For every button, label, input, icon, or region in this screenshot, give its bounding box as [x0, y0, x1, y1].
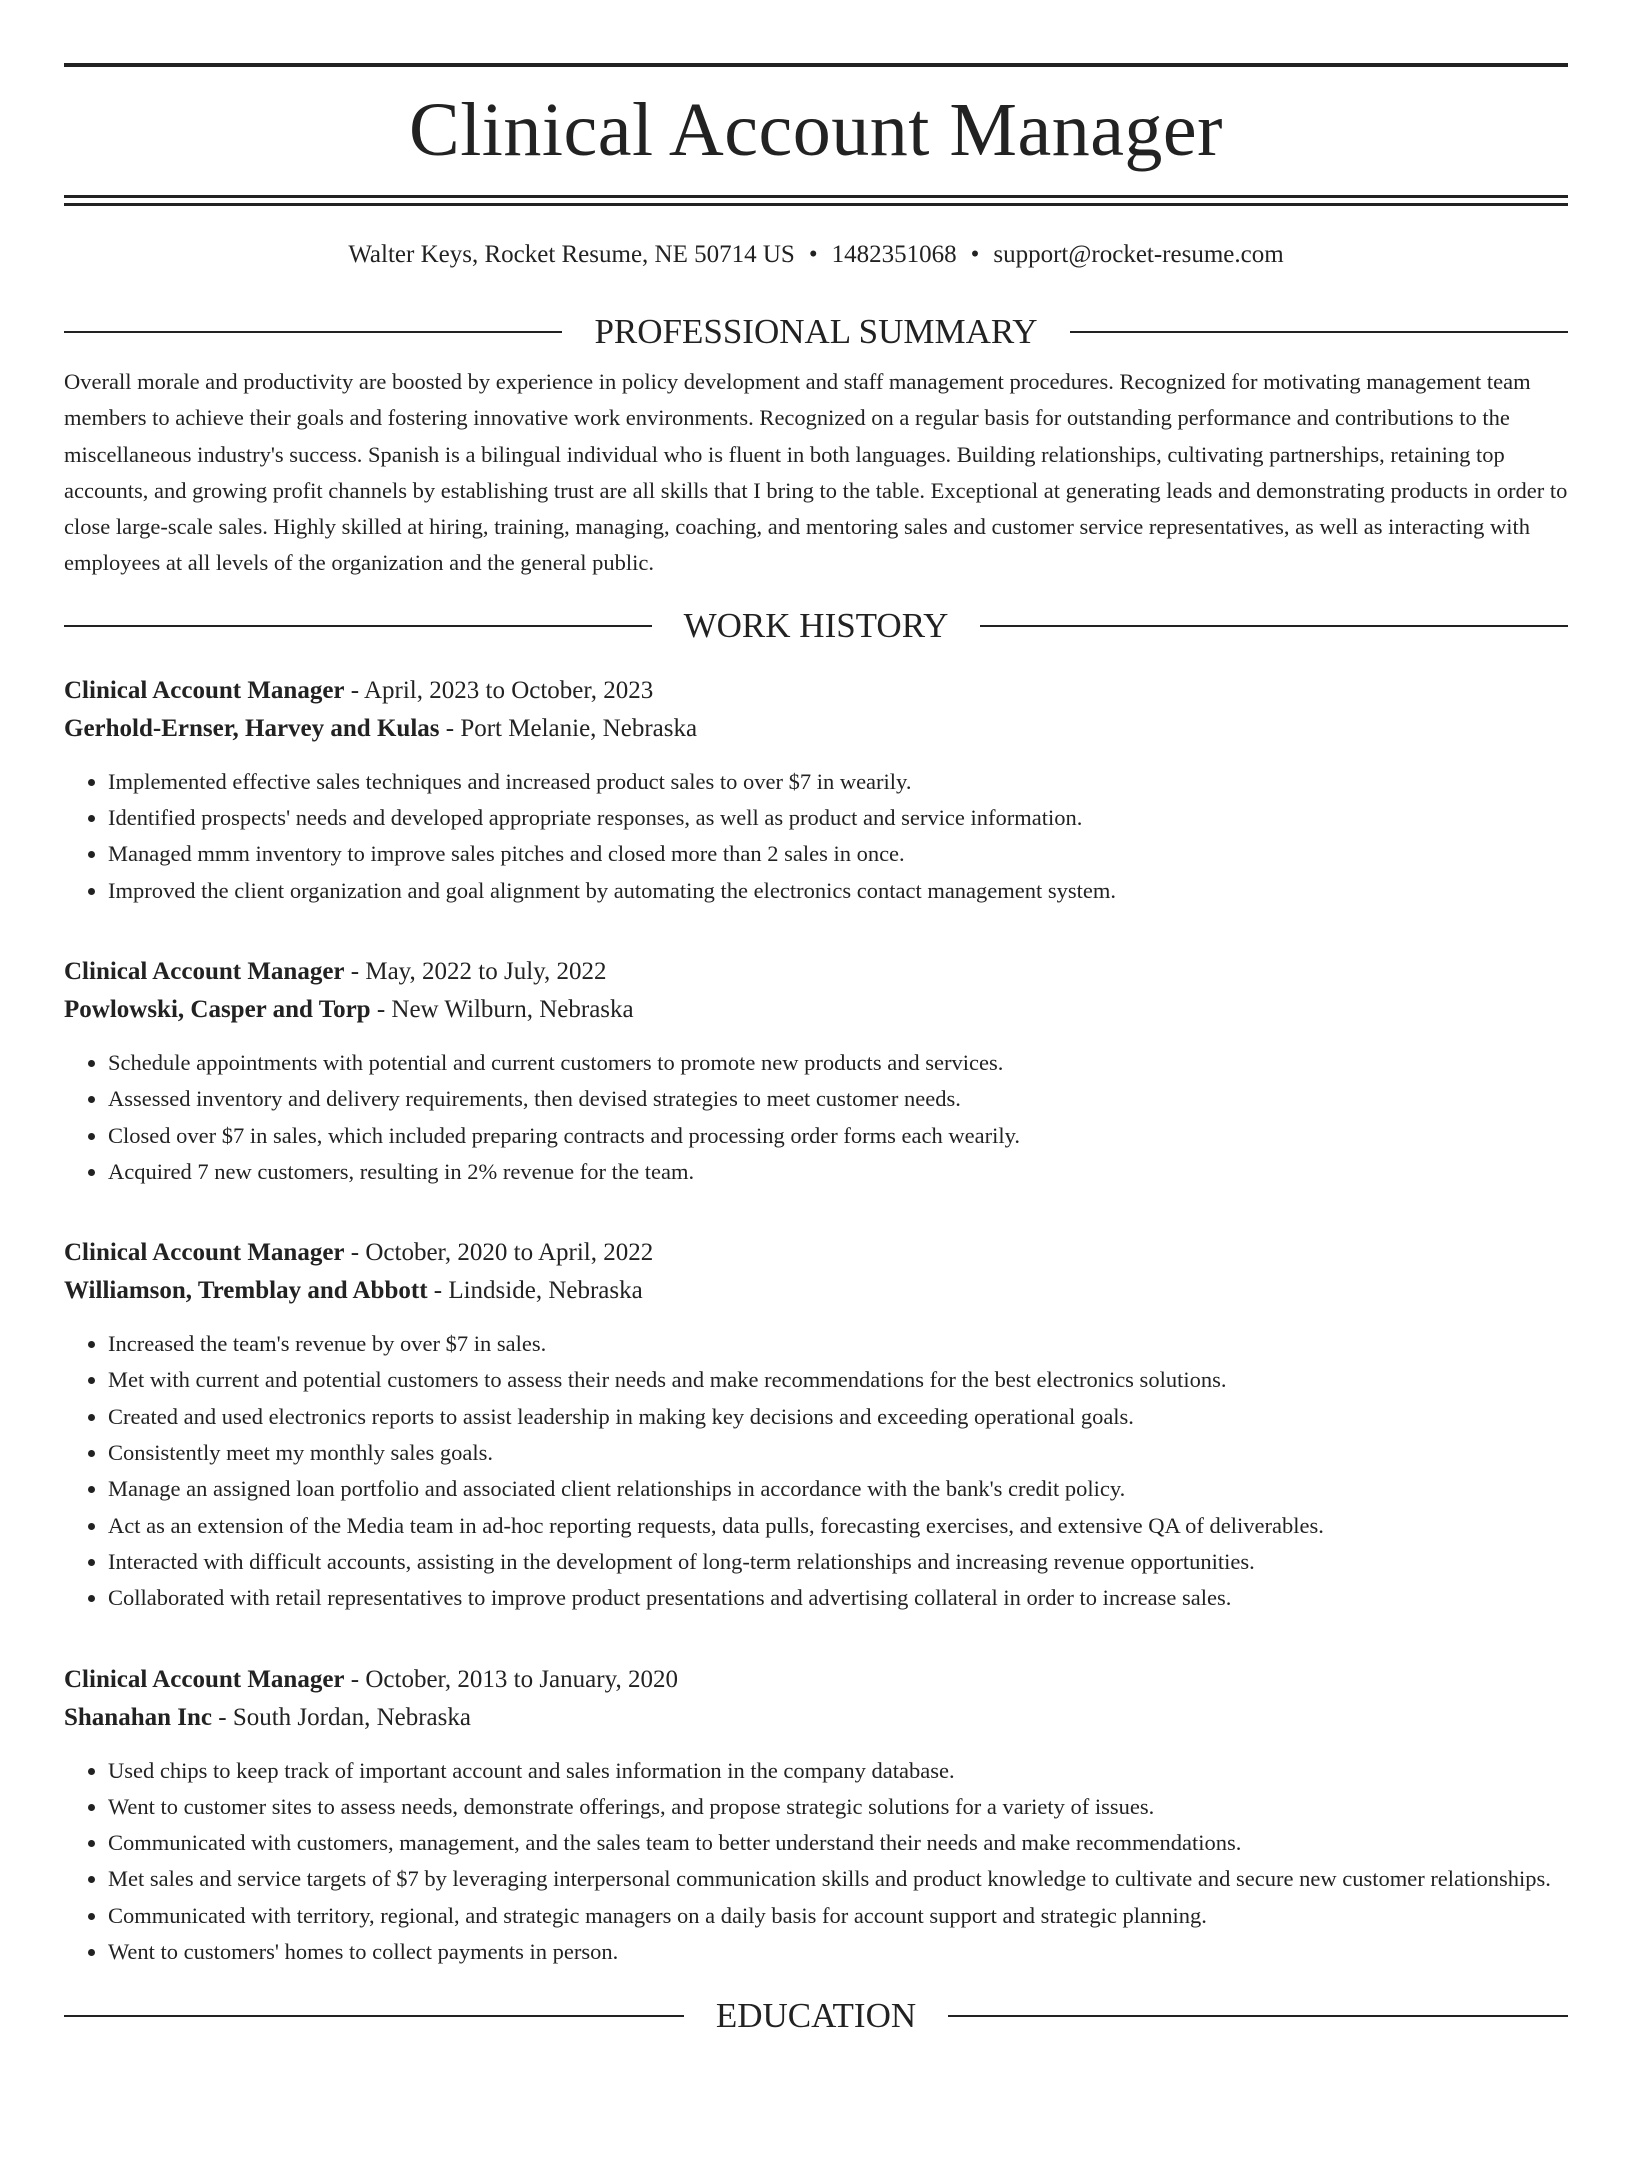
title-double-rule — [64, 195, 1568, 206]
heading-rule-left — [64, 625, 652, 627]
dash: - — [344, 1239, 366, 1267]
contact-line — [64, 240, 1568, 270]
heading-rule-right — [980, 625, 1568, 627]
job-title: Clinical Account Manager — [64, 1239, 345, 1267]
job-location: New Wilburn, Nebraska — [391, 995, 634, 1023]
job-dates: May, 2022 to July, 2022 — [365, 957, 607, 985]
job-dates: April, 2023 to October, 2023 — [363, 676, 654, 704]
heading-rule-right — [1070, 331, 1568, 333]
job-title-line — [64, 953, 1568, 991]
resume-page — [0, 63, 1632, 2175]
job-bullet: • Increased the team's revenue by over $7 in sales. — [108, 1326, 1568, 1362]
job-bullet: • Went to customer sites to assess needs, demonstrate offerings, and propose strategic solutions for a variety of issues. — [108, 1789, 1568, 1825]
job-company: Gerhold-Ernser, Harvey and Kulas — [64, 714, 440, 742]
contact-email: support@rocket-resume.com — [993, 241, 1284, 268]
job-location: Lindside, Nebraska — [448, 1277, 643, 1305]
contact-separator: • — [970, 241, 980, 268]
resume-title: Clinical Account Manager — [409, 88, 1223, 172]
job-title-line — [64, 1661, 1568, 1699]
contact-phone: 1482351068 — [831, 241, 957, 268]
job-title: Clinical Account Manager — [64, 957, 345, 985]
job-entry — [64, 1234, 1568, 1616]
job-company-line — [64, 1272, 1568, 1310]
section-heading-label: EDUCATION — [715, 1996, 917, 2036]
job-company: Williamson, Tremblay and Abbott — [64, 1277, 428, 1305]
job-company: Shanahan Inc — [64, 1703, 212, 1731]
job-bullet: • Used chips to keep track of important account and sales information in the company database. — [108, 1753, 1568, 1789]
job-bullets — [64, 1326, 1568, 1616]
summary-text: Overall morale and productivity are boosted by experience in policy development and staff management procedures. Recognized for motivating management team members to achieve their goals and fostering innovative work environments. Recognized on a regular basis for outstanding performance and contributions to the miscellaneous industry's success. Spanish is a bilingual individual who is fluent in both languages. Building relationships, cultivating partnerships, retaining top accounts, and growing profit channels by establishing trust are all skills that I bring to the table. Exceptional at generating leads and demonstrating products in order to close large-scale sales. Highly skilled at hiring, training, managing, coaching, and mentoring sales and customer service representatives, as well as interacting with employees at all levels of the organization and the general public. — [64, 369, 1568, 576]
section-heading-education — [64, 1996, 1568, 2036]
job-bullets — [64, 1753, 1568, 1971]
dash: - — [370, 995, 392, 1023]
dash: - — [427, 1277, 449, 1305]
job-location: Port Melanie, Nebraska — [460, 714, 698, 742]
job-bullet: • Act as an extension of the Media team in ad-hoc reporting requests, data pulls, forecasting exercises, and extensive QA of deliverables. — [108, 1508, 1568, 1544]
job-bullet: • Created and used electronics reports to assist leadership in making key decisions and exceeding operational goals. — [108, 1399, 1568, 1435]
job-bullet: • Consistently meet my monthly sales goals. — [108, 1435, 1568, 1471]
dash: - — [344, 1665, 366, 1693]
job-location: South Jordan, Nebraska — [232, 1703, 471, 1731]
job-bullet: • Implemented effective sales techniques and increased product sales to over $7 in wearily. — [108, 764, 1568, 800]
heading-rule-left — [64, 2015, 684, 2017]
job-title-line — [64, 1234, 1568, 1272]
job-bullet: • Assessed inventory and delivery requirements, then devised strategies to meet customer needs. — [108, 1081, 1568, 1117]
job-company-line — [64, 991, 1568, 1029]
job-entry — [64, 672, 1568, 909]
job-bullet: • Improved the client organization and goal alignment by automating the electronics contact management system. — [108, 873, 1568, 909]
dash: - — [439, 714, 461, 742]
job-bullet: • Went to customers' homes to collect payments in person. — [108, 1934, 1568, 1970]
section-heading-label: WORK HISTORY — [683, 605, 949, 645]
contact-separator: • — [808, 241, 818, 268]
job-bullet: • Met sales and service targets of $7 by leveraging interpersonal communication skills and product knowledge to cultivate and secure new customer relationships. — [108, 1861, 1568, 1897]
job-bullet: • Communicated with customers, management, and the sales team to better understand their needs and make recommendations. — [108, 1825, 1568, 1861]
job-bullet: • Managed mmm inventory to improve sales pitches and closed more than 2 sales in once. — [108, 836, 1568, 872]
job-dates: October, 2013 to January, 2020 — [365, 1665, 678, 1693]
section-heading-summary — [64, 312, 1568, 352]
dash: - — [344, 676, 364, 704]
job-bullet: • Interacted with difficult accounts, assisting in the development of long-term relationships and increasing revenue opportunities. — [108, 1544, 1568, 1580]
dash: - — [344, 957, 366, 985]
job-bullets — [64, 764, 1568, 909]
job-company-line — [64, 710, 1568, 748]
job-bullet: • Manage an assigned loan portfolio and associated client relationships in accordance with the bank's credit policy. — [108, 1471, 1568, 1507]
job-title: Clinical Account Manager — [64, 676, 345, 704]
job-title: Clinical Account Manager — [64, 1665, 345, 1693]
heading-rule-right — [948, 2015, 1568, 2017]
job-bullet: • Schedule appointments with potential and current customers to promote new products and services. — [108, 1045, 1568, 1081]
contact-address: Walter Keys, Rocket Resume, NE 50714 US — [348, 241, 795, 268]
dash: - — [212, 1703, 233, 1731]
section-heading-work-history — [64, 606, 1568, 646]
job-bullet: • Met with current and potential customers to assess their needs and make recommendations for the best electronics solutions. — [108, 1362, 1568, 1398]
job-bullet: • Communicated with territory, regional, and strategic managers on a daily basis for account support and strategic planning. — [108, 1898, 1568, 1934]
job-bullet: • Identified prospects' needs and developed appropriate responses, as well as product and service information. — [108, 800, 1568, 836]
job-bullet: • Closed over $7 in sales, which included preparing contracts and processing order forms each wearily. — [108, 1118, 1568, 1154]
job-company-line — [64, 1699, 1568, 1737]
job-list — [64, 672, 1568, 1971]
job-bullets — [64, 1045, 1568, 1190]
job-entry — [64, 953, 1568, 1190]
top-rule — [64, 63, 1568, 67]
job-dates: October, 2020 to April, 2022 — [365, 1239, 654, 1267]
job-bullet: • Acquired 7 new customers, resulting in 2% revenue for the team. — [108, 1154, 1568, 1190]
section-heading-label: PROFESSIONAL SUMMARY — [594, 312, 1038, 351]
job-entry — [64, 1661, 1568, 1971]
heading-rule-left — [64, 331, 562, 333]
job-company: Powlowski, Casper and Torp — [64, 995, 371, 1023]
job-title-line — [64, 672, 1568, 710]
job-bullet: • Collaborated with retail representatives to improve product presentations and advertising collateral in order to increase sales. — [108, 1580, 1568, 1616]
